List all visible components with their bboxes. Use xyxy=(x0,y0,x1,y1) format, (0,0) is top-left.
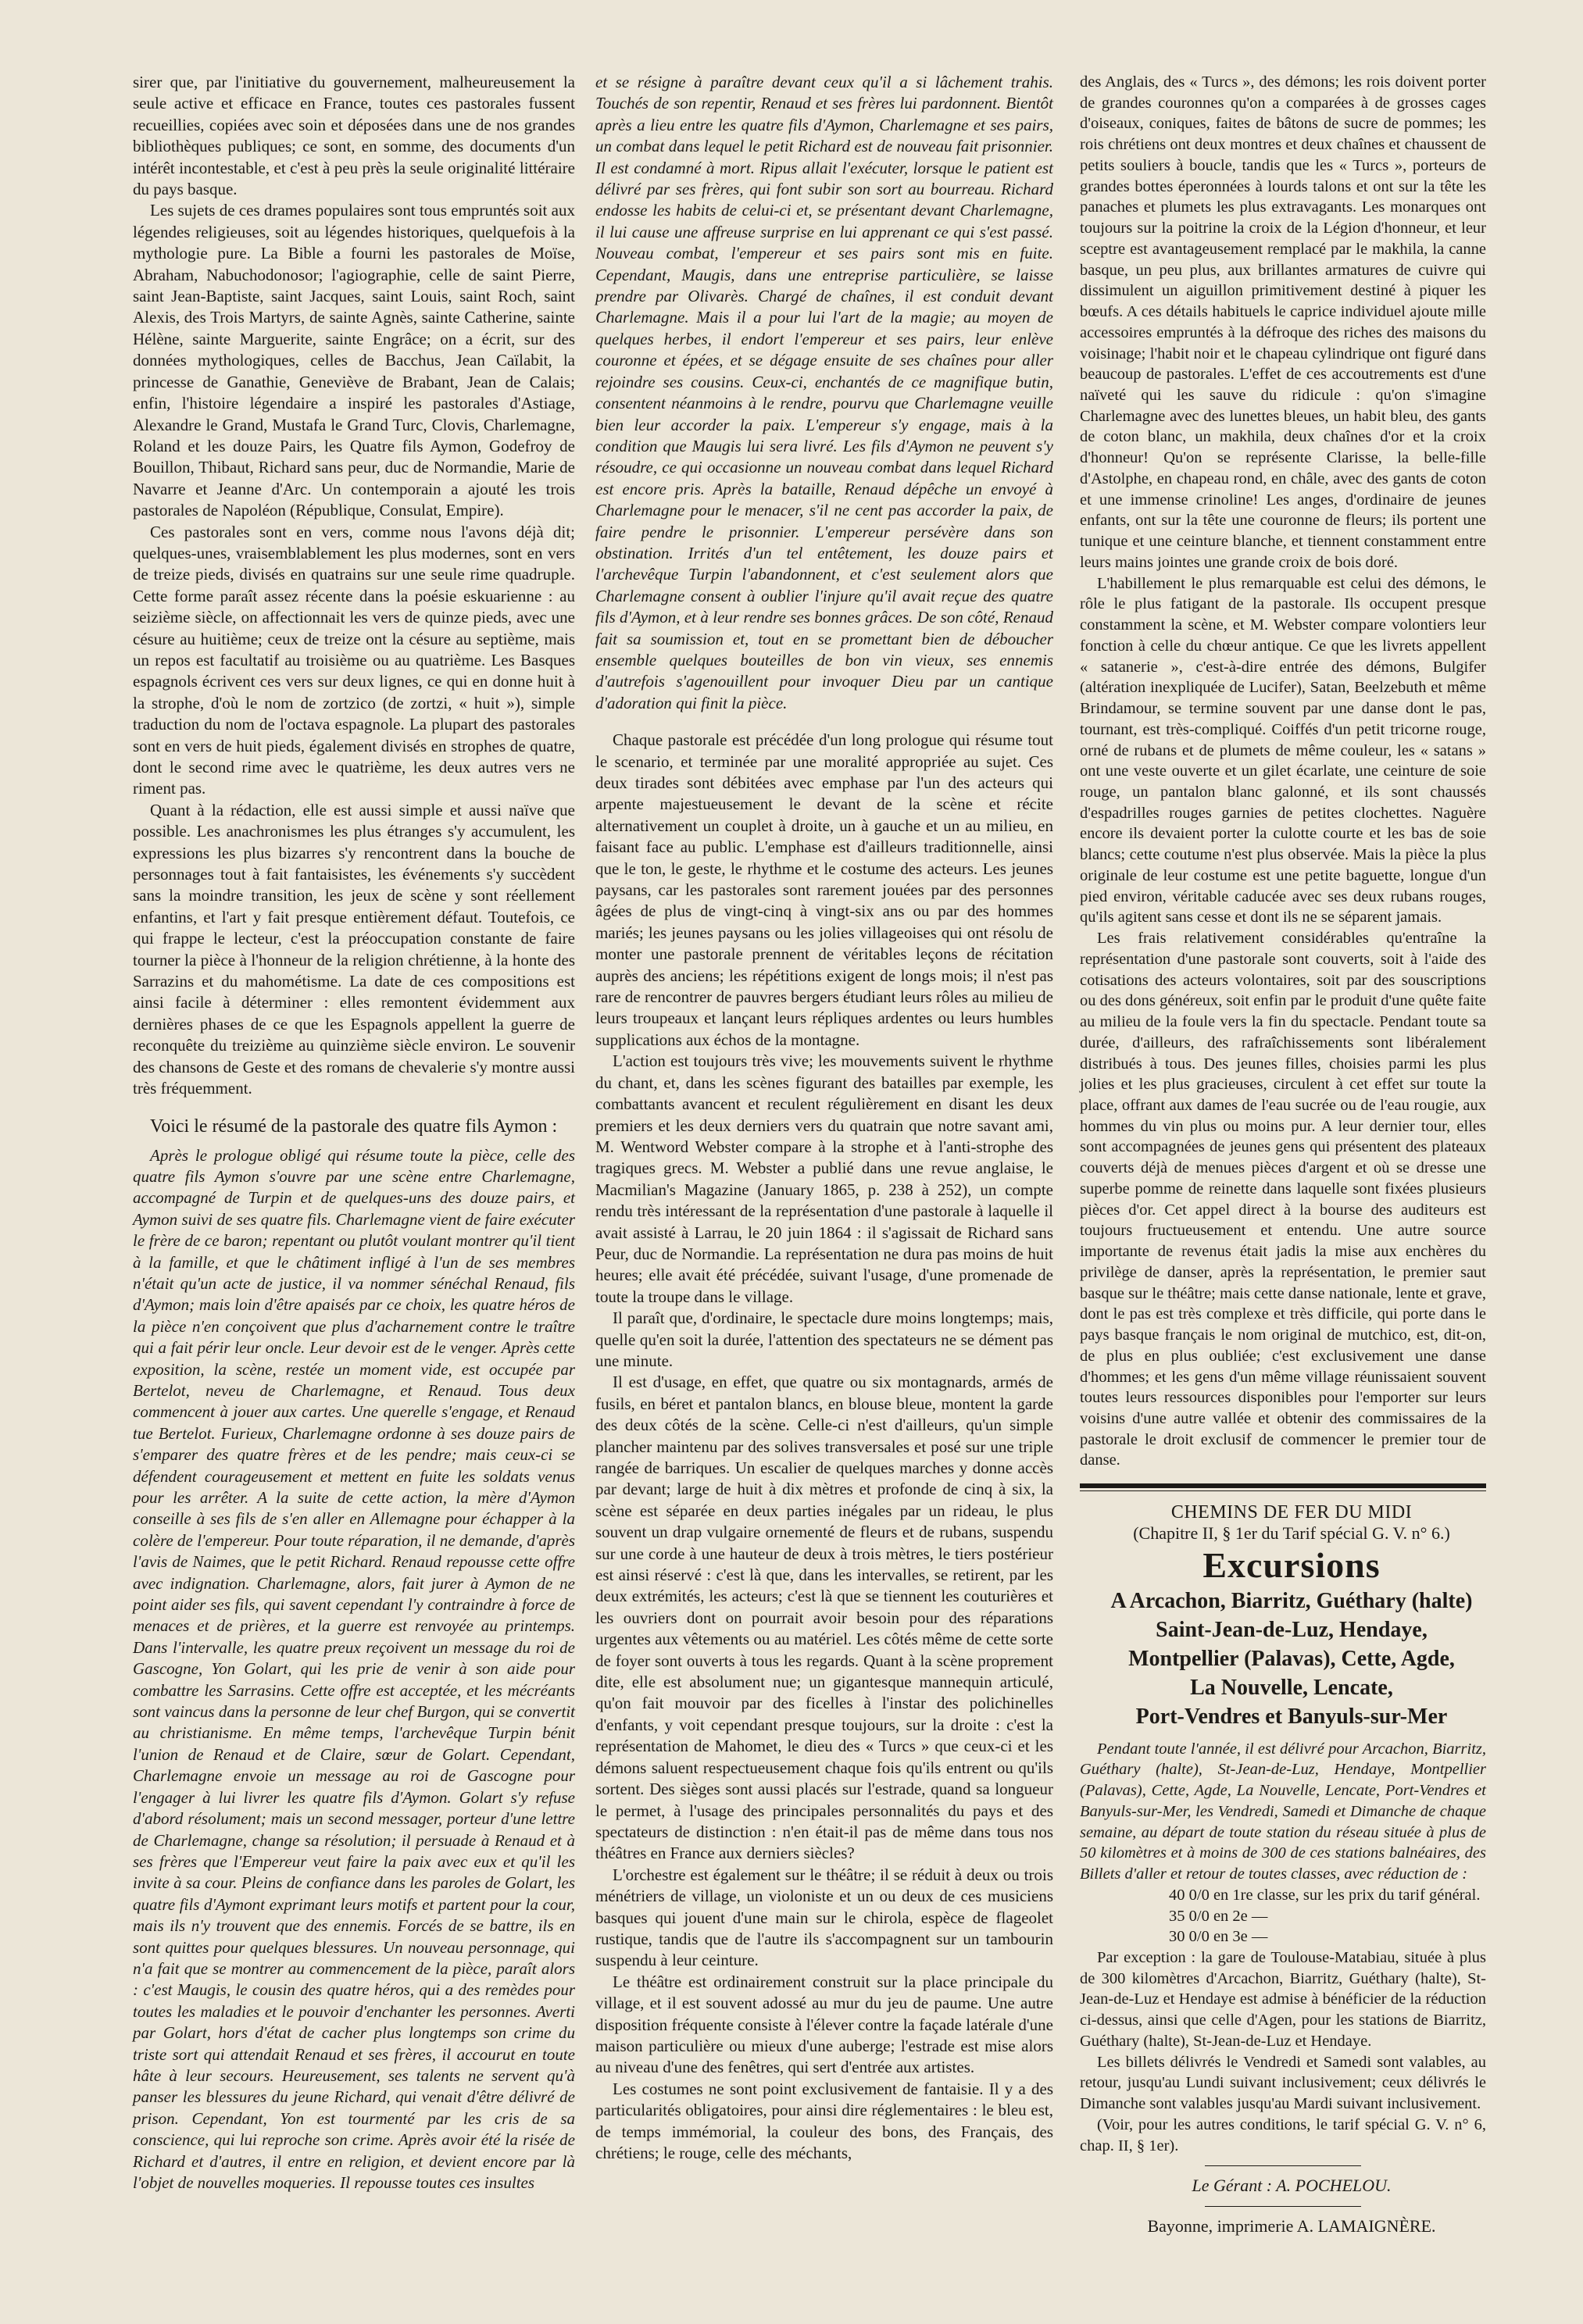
paragraph: Il est d'usage, en effet, que quatre ou six montagnards, armés de fusils, en béret et pantalon blancs, en blouse bleue, montent la garde des deux côtés de la scène. Celle-ci n'est d'ailleurs, qu'un simple plancher maintenu par des solives transversales et posé sur une triple rangée de barriques. Un escalier de quelques marches y donne accès par devant; large de huit à dix mètres et profonde de cinq à six, la scène est séparée en deux parties inégales par un rideau, le plus souvent un drap vulgaire ornementé de fleurs et de rubans, suspendu sur une corde à une hauteur de deux à trois mètres, le tiers postérieur est ainsi réservé : c'est là que, dans les intervalles, se retirent, par les deux extrémités, les acteurs; c'est là que se tiennent les couturières et les ouvriers dont on pourrait avoir besoin pour des réparations urgentes aux vêtements ou au matériel. Les côtés même de cette sorte de foyer sont ouverts à tous les regards. Quant à la scène proprement dite, elle est absolument nue; un gigantesque mannequin articulé, qu'on fait mouvoir par des ficelles à l'instar des polichinelles d'enfants, y voit cependant presque toujours, sur la droite : c'est la représentation de Mahomet, le dieu des « Turcs » que ceux-ci et les démons saluent respectueusement chaque fois qu'ils entrent ou qu'ils sortent. Des sièges sont aussi placés sur l'estrade, quand sa longueur le permet, à l'usage des principales personnalités du pays et des spectateurs de distinction : n'en était-il pas de même dans tous nos théâtres en France aux derniers siècles? xyxy=(595,1373,1053,1863)
ad-destination: Saint-Jean-de-Luz, Hendaye, xyxy=(1156,1617,1428,1642)
paragraph: Chaque pastorale est précédée d'un long prologue qui résume tout le scenario, et terminée par une moralité appropriée au sujet. Ces deux tirades sont débitées avec emphase par l'un des acteurs qui arpente majestueusement le devant de la scène et récite alternativement un couplet à droite, un à gauche et un au milieu, en faisant face au public. L'emphase est d'ailleurs traditionnelle, ainsi que le ton, le geste, le rhythme et le costume des acteurs. Les jeunes paysans, car les pastorales sont rarement jouées par des personnes âgées de plus de vingt-cinq à vingt-six ans ou par des hommes mariés; les jeunes paysans ou les jolies villageoises qui ont résolu de monter une pastorale prennent de véritables leçons de récitation auprès des anciens; les répétitions exigent de longs mois; il n'est pas rare de rencontrer de pauvres bergers étudiant leurs rôles au milieu de leurs troupeaux et lançant leurs répliques ardentes ou leurs humbles supplications aux échos de la montagne. xyxy=(595,730,1053,1049)
ad-destination: A Arcachon, Biarritz, Guéthary (halte) xyxy=(1110,1588,1473,1613)
ad-divider-thin xyxy=(1080,1490,1486,1491)
summary-text-continued: et se résigne à paraître devant ceux qu'il a si lâchement trahis. Touchés de son repentir, Renaud et ses frères lui pardonnent. Bientôt après a lieu entre les quatre fils d'Aymon, Charlemagne et ses pairs, un combat dans lequel le petit Richard est de nouveau fait prisonnier. Il est condamné à mort. Ripus allait l'exécuter, lorsque le patient est délivré par ses frères, qui font subir son sort au bourreau. Richard endosse les habits de celui-ci et, se présentant devant Charlemagne, il lui cause une affreuse surprise en lui apprenant ce qui s'est passé. Nouveau combat, l'empereur et ses pairs sont mis en fuite. Cependant, Maugis, dans une entreprise particulière, se laisse prendre par Olivarès. Chargé de chaînes, il est conduit devant Charlemagne. Mais il a pour lui l'art de la magie; au moyen de quelques herbes, il endort l'empereur et ses pairs, leur enlève couronne et épées, et se dégage ensuite de ses chaînes pour aller rejoindre ses cousins. Ceux-ci, enchantés de ce magnifique butin, consentent néanmoins à le rendre, pourvu que Charlemagne veuille bien leur accorder la paix. L'empereur s'y engage, mais à la condition que Maugis lui sera livré. Les fils d'Aymon ne peuvent s'y résoudre, ce qui occasionne un nouveau combat dans lequel Richard est encore pris. Après la bataille, Renaud dépêche un envoyé à Charlemagne pour le menacer, s'il ne cent pas accorder la paix, de faire pendre le prisonnier. L'empereur persévère dans son obstination. Irrités d'un tel entêtement, les douze pairs et l'archevêque Turpin l'abandonnent, et c'est seulement alors que Charlemagne consent à oublier l'injure qu'il avait reçue des quatre fils d'Aymon, et à leur rendre ses bonnes grâces. De son côté, Renaud fait sa soumission et, tout en se promettant bien de déboucher ensemble quelques bouteilles de bon vin vieux, ses ennemis d'autrefois s'agenouillent pour invoquer Dieu par un cantique d'adoration qui finit la pièce. xyxy=(595,73,1053,712)
paragraph: L'orchestre est également sur le théâtre; il se réduit à deux ou trois ménétriers de village, un violoniste et un ou deux de ces musiciens basques qui jouent d'une main sur le chirola, espèce de flageolet rustique, tandis que de l'autre ils s'accompagnent sur un tambourin suspendu à leur ceinture. xyxy=(595,1865,1053,1970)
ad-paragraph: Par exception : la gare de Toulouse-Matabiau, située à plus de 300 kilomètres d'Arcachon, Biarritz, Guéthary (halte), St-Jean-de-Luz et Hendaye est admise à bénéficier de la réduction ci-dessus, ainsi que celle d'Agen, pour les stations de Biarritz, Guéthary (halte), St-Jean-de-Luz et Hendaye. xyxy=(1080,1949,1486,2050)
column-middle xyxy=(595,72,1053,2164)
ad-destination: Montpellier (Palavas), Cette, Agde, xyxy=(1128,1646,1455,1671)
ad-subheader: (Chapitre II, § 1er du Tarif spécial G. V. n° 6.) xyxy=(1133,1523,1450,1543)
ad-destination: Port-Vendres et Banyuls-sur-Mer xyxy=(1135,1704,1448,1729)
printer-line: Bayonne, imprimerie A. LAMAIGNÈRE. xyxy=(1147,2216,1436,2237)
tariff-line: 35 0/0 en 2e — xyxy=(1169,1907,1268,1925)
paragraph: Les costumes ne sont point exclusivement de fantaisie. Il y a des particularités obligatoires, pour ainsi dire réglementaires : le bleu est, de temps immémorial, la couleur des bons, des Français, des chrétiens; le rouge, celle des méchants, xyxy=(595,2079,1053,2162)
ad-paragraph: Pendant toute l'année, il est délivré pour Arcachon, Biarritz, Guéthary (halte), St-Jean-de-Luz, Hendaye, Montpellier (Palavas), Cette, Agde, La Nouvelle, Lencate, Port-Vendres et Banyuls-sur-Mer, les Vendredi, Samedi et Dimanche de chaque semaine, au départ de toute station du réseau située à plus de 50 kilomètres et à moins de 300 de ces stations balnéaires, des Billets d'aller et retour de toutes classes, avec réduction de : xyxy=(1080,1740,1486,1883)
ad-divider-thick xyxy=(1080,1483,1486,1488)
paragraph: Les frais relativement considérables qu'entraîne la représentation d'une pastorale sont couverts, soit à l'aide des cotisations des acteurs volontaires, soit par des souscriptions ou des dons généreux, soit enfin par le produit d'une quête faite au milieu de la foule vers la fin du spectacle. Pendant toute sa durée, d'ailleurs, des rafraîchissements sont libéralement distribués à tous. Des jeunes filles, choisies parmi les plus jolies et les plus gracieuses, circulent à cet effet sur toute la place, offrant aux dames de l'eau sucrée ou de l'eau rougie, aux hommes du vin plus ou moins pur. A leur dernier tour, elles sont accompagnées de jeunes gens qui présentent des plateaux couverts déjà de menues pièces d'argent et où se dresse une superbe pomme de reinette dans laquelle sont fixées plusieurs pièces d'or. Cet appel direct à la bourse des auditeurs est toujours fructueusement et entendu. Une autre source importante de revenus était jadis la mise aux enchères du privilège de danser, après la représentation, le premier saut basque sur le théâtre; mais cette danse nationale, lente et grave, dont le pas est très complexe et très difficile, qui porte dans le pays basque français le nom original de mutchico, est, dit-on, de plus en plus oubliée; c'est exclusivement une danse d'hommes; et les gens d'un même village réunissaient souvent toutes leurs ressources disponibles pour l'emporter sur leurs voisins d'une autre vallée et obtenir des commissaires de la pastorale le droit exclusif de commencer le premier tour de danse. xyxy=(1080,930,1486,1469)
column-left xyxy=(133,72,575,2194)
paragraph: Quant à la rédaction, elle est aussi simple et aussi naïve que possible. Les anachronismes les plus étranges s'y accumulent, les expressions les plus bizarres s'y rencontrent dans la bouche de personnages tout à fait fantaisistes, les événements s'y succèdent sans la moindre transition, les jeux de scène y sont réellement enfantins, et l'art y fait presque entièrement défaut. Toutefois, ce qui frappe le lecteur, c'est la préoccupation constante de faire tourner la pièce à l'honneur de la religion chrétienne, à la honte des Sarrazins et du mahométisme. La date de ces compositions est ainsi facile à déterminer : elles remontent évidemment aux dernières phases de ce que les Espagnols appellent la guerre de reconquête du treizième au quinzième siècle environ. Le souvenir des chansons de Geste et des romans de chevalerie s'y montre aussi très fréquemment. xyxy=(133,800,575,1098)
ad-paragraph: Les billets délivrés le Vendredi et Samedi sont valables, au retour, jusqu'au Lundi suivant inclusivement; ceux délivrés le Dimanche sont valables jusqu'au Mardi suivant inclusivement. xyxy=(1080,2053,1486,2113)
tariff-line: 40 0/0 en 1re classe, sur les prix du tarif général. xyxy=(1169,1886,1481,1904)
paragraph: Le théâtre est ordinairement construit sur la place principale du village, et il est souvent adossé au mur du jeu de paume. Une autre disposition fréquente consiste à l'élever contre la façade latérale d'une maison particulière ou mieux d'une auberge; l'estrade est mise alors au niveau d'une des fenêtres, qui sert d'entrée aux artistes. xyxy=(595,1972,1053,2077)
divider xyxy=(1205,2206,1361,2207)
gerant-line: Le Gérant : A. POCHELOU. xyxy=(1192,2176,1392,2196)
paragraph: Ces pastorales sont en vers, comme nous l'avons déjà dit; quelques-unes, vraisemblablement les plus modernes, sont en vers de treize pieds, divisés en quatrains sur une seule rime quadruple. Cette forme paraît assez récente dans la poésie eskuarienne : au seizième siècle, on affectionnait les vers de quinze pieds, avec une césure au huitième; ceux de treize ont la césure au septième, mais un repos est facultatif au troisième ou au quatrième. Les Basques espagnols écrivent ces vers sur deux lignes, ce qui en donne huit à la strophe, d'où le nom de zortzico (de zortzi, « huit »), simple traduction du nom de l'octava espagnole. La plupart des pastorales sont en vers de huit pieds, également divisés en strophes de quatre, dont le second rime avec le quatrième, les deux autres vers ne riment pas. xyxy=(133,522,575,798)
ad-paragraph: (Voir, pour les autres conditions, le tarif spécial G. V. n° 6, chap. II, § 1er). xyxy=(1080,2115,1486,2154)
ad-title: Excursions xyxy=(1202,1544,1381,1585)
paragraph: des Anglais, des « Turcs », des démons; les rois doivent porter de grandes couronnes qu'on a comparées à de grosses cages d'oiseaux, coniques, faites de bâtons de sucre de pommes; les rois chrétiens ont deux montres et deux chaînes et chaussent de petits souliers à boucle, tandis que les « Turcs », porteurs de grandes bottes éperonnées à lourds talons et ont sur la tête les panaches et plumets les plus extravagants. Les monarques ont toujours sur la poitrine la croix de la Légion d'honneur, et leur sceptre est avantageusement remplacé par le makhila, la canne basque, un peu plus, aux brillantes armatures de cuivre qui dissimulent un aiguillon primitivement destiné à piquer les bœufs. A ces détails habituels le caprice individuel ajoute mille accessoires empruntés à la défroque des riches des maisons du voisinage; l'habit noir et le chapeau cylindrique ont figuré dans beaucoup de pastorales. L'effet de ces accoutrements est d'une naïveté qui les sauve du ridicule : qu'on s'imagine Charlemagne avec des lunettes bleues, un habit bleu, des gants de coton blanc, un makhila, deux chaînes d'or et la croix d'honneur! Qu'on se représente Clarisse, la belle-fille d'Astolphe, en chapeau rond, en châle, avec des gants de coton et une immense crinoline! Les anges, d'ordinaire de jeunes enfants, ont sur la tête une couronne de fleurs; ils portent une tunique et une ceinture blanche, et tiennent constamment entre leurs mains jointes une grande croix de bois doré. xyxy=(1080,73,1486,571)
paragraph: Les sujets de ces drames populaires sont tous empruntés soit aux légendes religieuses, soit au légendes historiques, quelquefois à la mythologie pure. La Bible a fourni les pastorales de Moïse, Abraham, Nabuchodonosor; l'agiographie, celle de saint Pierre, saint Jean-Baptiste, saint Jacques, saint Louis, saint Roch, saint Alexis, des Trois Martyrs, de sainte Agnès, sainte Catherine, sainte Hélène, sainte Marguerite, sainte Engrâce; on a écrit, sur des données mythologiques, celles de Bacchus, Jean Caïlabit, la princesse de Ganathie, Geneviève de Brabant, Jean de Calais; enfin, l'histoire légendaire a inspiré les pastorales d'Astiage, Alexandre le Grand, Mustafa le Grand Turc, Clovis, Charlemagne, Roland et les douze Pairs, les Quatre fils Aymon, Godefroy de Bouillon, Thibaut, Richard sans peur, duc de Normandie, Marie de Navarre et Jeanne d'Arc. Un contemporain a ajouté les trois pastorales de Napoléon (République, Consulat, Empire). xyxy=(133,201,575,520)
paragraph: Il paraît que, d'ordinaire, le spectacle dure moins longtemps; mais, quelle qu'en soit la durée, l'attention des spectateurs ne se dément pas une minute. xyxy=(595,1308,1053,1370)
column-right xyxy=(1080,72,1486,2237)
railway-advertisement xyxy=(1080,1502,1486,2156)
tariff-line: 30 0/0 en 3e — xyxy=(1169,1928,1268,1946)
paragraph: sirer que, par l'initiative du gouvernement, malheureusement la seule active et efficace en France, toutes ces pastorales fussent recueillies, copiées avec soin et déposées dans une de nos grandes bibliothèques publiques; ce sont, en somme, des documents d'un intérêt incontestable, et c'est à peu près la seule originalité littéraire du pays basque. xyxy=(133,73,575,199)
paragraph: L'habillement le plus remarquable est celui des démons, le rôle le plus fatigant de la pastorale. Ils occupent presque constamment la scène, et M. Webster compare volontiers leur fonction à celle du chœur antique. Ce que les livrets appellent « satanerie », c'est-à-dire entrée des démons, Bulgifer (altération inexpliquée de Lucifer), Satan, Beelzebuth et même Brindamour, se termine souvent par une danse dont le pas, tournant, est très-compliqué. Coiffés d'un petit tricorne rouge, orné de rubans et de plumets de même couleur, les « satans » ont une veste ouverte et un gilet écarlate, une ceinture de soie rouge, un pantalon blanc galonné, et ils sont chaussés d'espadrilles rouges garnies de petites clochettes. Naguère encore ils devaient porter la culotte courte et les bas de soie blancs; cette coutume n'est plus observée. Mais la pièce la plus originale de leur costume est une petite baguette, longue d'un pied environ, véritable caducée avec ses deux rubans rouges, qu'ils agitent sans cesse et dont ils ne se séparent jamais. xyxy=(1080,574,1486,926)
divider xyxy=(1205,2165,1361,2166)
paragraph: L'action est toujours très vive; les mouvements suivent le rhythme du chant, et, dans les scènes figurant des batailles par exemple, les combattants avancent et reculent régulièrement en disant les deux premiers et les deux derniers vers du quatrain que notre savant ami, M. Wentword Webster compare à la strophe et à l'anti-strophe des tragiques grecs. M. Webster a publié dans une revue anglaise, le Macmilian's Magazine (January 1865, p. 238 à 252), un compte rendu très intéressant de la représentation d'une pastorale à laquelle il avait assisté à Larrau, le 20 juin 1864 : il s'agissait de Richard sans Peur, duc de Normandie. La représentation ne dura pas moins de huit heures; elle avait été précédée, suivant l'usage, d'une promenade de toute la troupe dans le village. xyxy=(595,1051,1053,1306)
summary-intro: Voici le résumé de la pastorale des quatre fils Aymon : xyxy=(150,1116,558,1137)
ad-destination: La Nouvelle, Lencate, xyxy=(1190,1675,1393,1700)
summary-text: Après le prologue obligé qui résume toute la pièce, celle des quatre fils Aymon s'ouvre par une scène entre Charlemagne, accompagné de Turpin et de quelques-uns des douze pairs, et Aymon suivi de ses quatre fils. Charlemagne vient de faire exécuter le frère de ce baron; repentant ou plutôt voulant montrer qu'il tient à la famille, et que le châtiment infligé à l'un de ses membres n'était qu'un acte de justice, il va nommer sénéchal Renaud, fils d'Aymon; mais loin d'être apaisés par ce choix, les quatre héros de la pièce n'en conçoivent que plus d'acharnement contre le traître qui a fait périr leur oncle. Leur devoir est de le venger. Après cette exposition, la scène, restée un moment vide, est occupée par Bertelot, neveu de Charlemagne, et Renaud. Tous deux commencent à jouer aux cartes. Une querelle s'engage, et Renaud tue Bertelot. Furieux, Charlemagne ordonne à ses douze pairs de s'emparer des quatre frères et de les pendre; mais ceux-ci se défendent courageusement et mettent en fuite les soldats venus pour les arrêter. A la suite de cette action, la mère d'Aymon conseille à ses fils de s'en aller en Allemagne pour échapper à la colère de l'empereur. Pour toute réparation, il ne demande, d'après l'avis de Naimes, que le petit Richard. Renaud repousse cette offre avec indignation. Charlemagne, alors, fait jurer à Aymon de ne point aider ses fils, qui savent cependant l'y contraindre à force de menaces et de prières, et la guerre est renvoyée au printemps. Dans l'intervalle, les quatre preux reçoivent un message du roi de Gascogne, Yon Golart, qui les prie de venir à son aide pour combattre les Sarrasins. Cette offre est acceptée, et les mécréants sont vaincus dans la personne de leur chef Burgon, qui se convertit au christianisme. En même temps, l'archevêque Turpin bénit l'union de Renaud et de Claire, sœur de Golart. Cependant, Charlemagne envoie un message au roi de Gascogne pour l'engager à lui livrer les quatre fils d'Aymon. Golart s'y refuse d'abord résolument; mais un second messager, porteur d'une lettre de Charlemagne, change sa résolution; il persuade à Renaud et à ses frères que l'Empereur veut faire la paix avec eux et qu'il les invite à sa cour. Pleins de confiance dans les paroles de Golart, les quatre fils d'Aymont exprimant leurs motifs et partent pour la cour, mais ils n'y trouvent que des ennemis. Forcés de se battre, ils en sont quittes pour quelques blessures. Un nouveau personnage, qui n'a fait que se montrer au commencement de la pièce, paraît alors : c'est Maugis, le cousin des quatre héros, qui a des remèdes pour toutes les maladies et le pouvoir d'enchanter les personnes. Averti par Golart, hors d'état de cacher plus longtemps son crime du triste sort qui attendait Renaud et ses frères, il accourut en toute hâte à leur secours. Heureusement, ses talents ne servent qu'à panser les blessures du jeune Richard, qui venait d'être délivré de prison. Cependant, Yon est tourmenté par les cris de sa conscience, qui lui reproche son crime. Après avoir été la risée de Richard et d'autres, il entre en religion, et devient encore par là l'objet de nouvelles moqueries. Il repousse toutes ces insultes xyxy=(133,1145,575,2192)
ad-header: CHEMINS DE FER DU MIDI xyxy=(1170,1502,1413,1523)
